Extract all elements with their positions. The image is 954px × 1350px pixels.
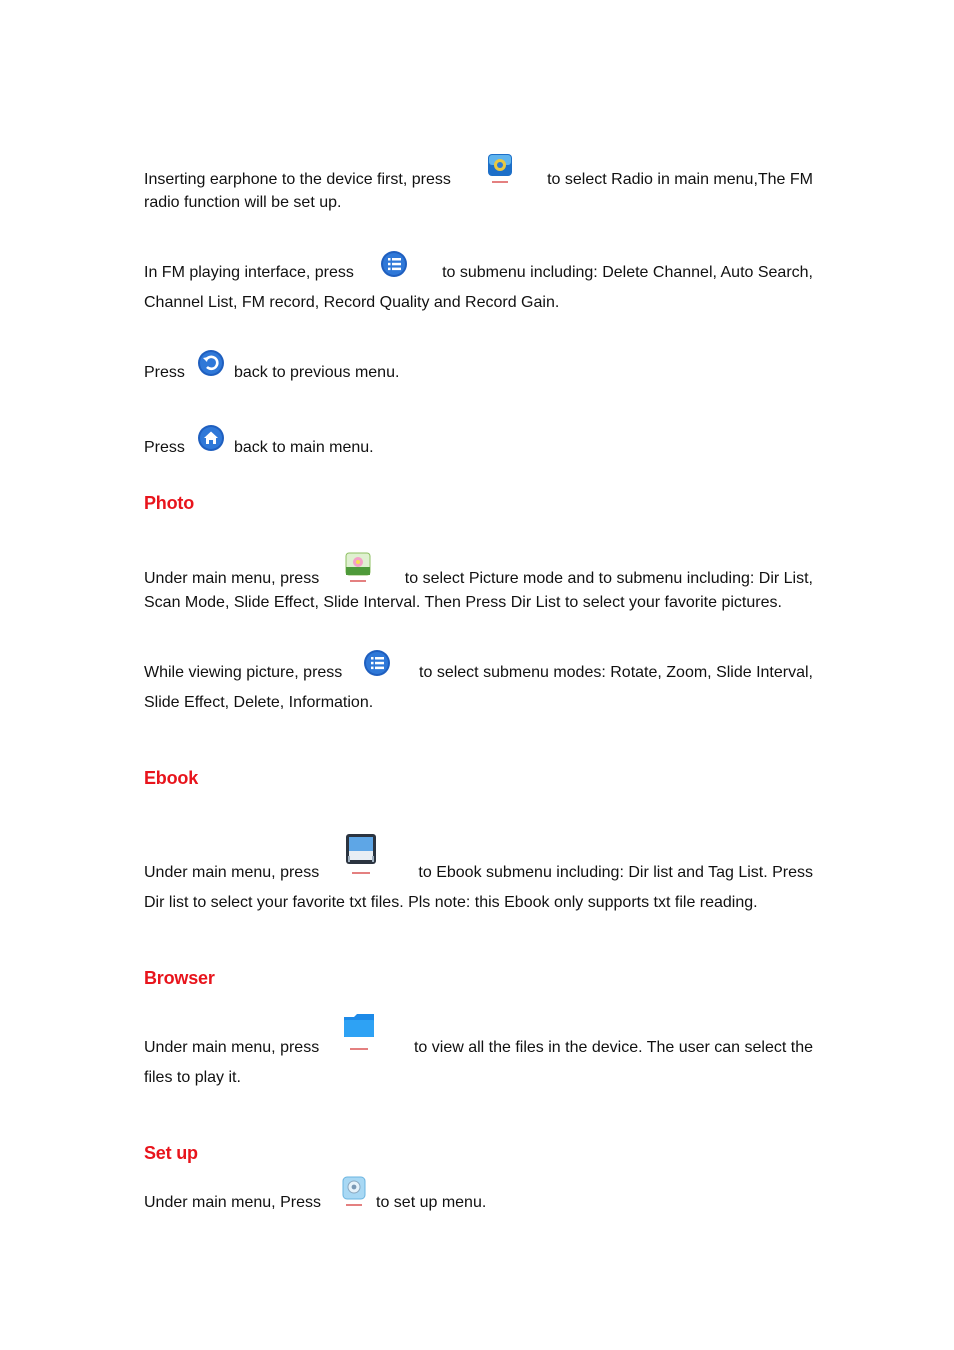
radio-p4-text-b: back to main menu. [234,439,374,456]
ebook-heading: Ebook [144,768,199,788]
photo-heading: Photo [144,493,194,513]
browser-p1-text-c: files to play it. [144,1069,241,1086]
setup-p1-text-a: Under main menu, Press [144,1194,321,1211]
radio-p3-text-b: back to previous menu. [234,364,400,381]
photo-p1-text-c: Scan Mode, Slide Effect, Slide Interval. Then Press Dir List to select your favorite pictures. [144,594,782,611]
picture-app-icon [343,551,373,585]
radio-p1-text-b: to select Radio in main menu,The FM [547,171,813,188]
radio-app-icon [486,152,514,186]
radio-p2-text-a: In FM playing interface, press [144,264,354,281]
photo-p1-text-a: Under main menu, press [144,570,320,587]
photo-p2-text-a: While viewing picture, press [144,664,343,681]
ebook-p1-text-b: to Ebook submenu including: Dir list and Tag List. Press [418,864,813,881]
back-arrow-icon [197,349,225,377]
radio-p2-text-b: to submenu including: Delete Channel, Auto Search, [442,264,813,281]
menu-list-icon [380,250,408,278]
folder-browser-icon [341,1011,377,1055]
radio-p4-text-a: Press [144,439,185,456]
radio-p3-text-a: Press [144,364,185,381]
photo-p2-text-b: to select submenu modes: Rotate, Zoom, Slide Interval, [419,664,813,681]
setup-app-icon [340,1175,368,1209]
setup-heading: Set up [144,1143,198,1163]
ebook-p1-text-c: Dir list to select your favorite txt files. Pls note: this Ebook only supports txt file reading. [144,894,758,911]
photo-p2-text-c: Slide Effect, Delete, Information. [144,694,374,711]
ebook-p1-text-a: Under main menu, press [144,864,320,881]
radio-p1-text-c: radio function will be set up. [144,194,342,211]
setup-p1-text-b: to set up menu. [376,1194,487,1211]
browser-heading: Browser [144,968,215,988]
radio-p2-text-c: Channel List, FM record, Record Quality and Record Gain. [144,294,560,311]
photo-p1-text-b: to select Picture mode and to submenu including: Dir List, [404,570,813,587]
menu-list-icon [363,649,391,677]
browser-p1-text-a: Under main menu, press [144,1039,320,1056]
home-icon [197,424,225,452]
ebook-app-icon [344,832,378,878]
browser-p1-text-b: to view all the files in the device. The user can select the [413,1039,813,1056]
radio-p1-text-a: Inserting earphone to the device first, press [144,171,451,188]
